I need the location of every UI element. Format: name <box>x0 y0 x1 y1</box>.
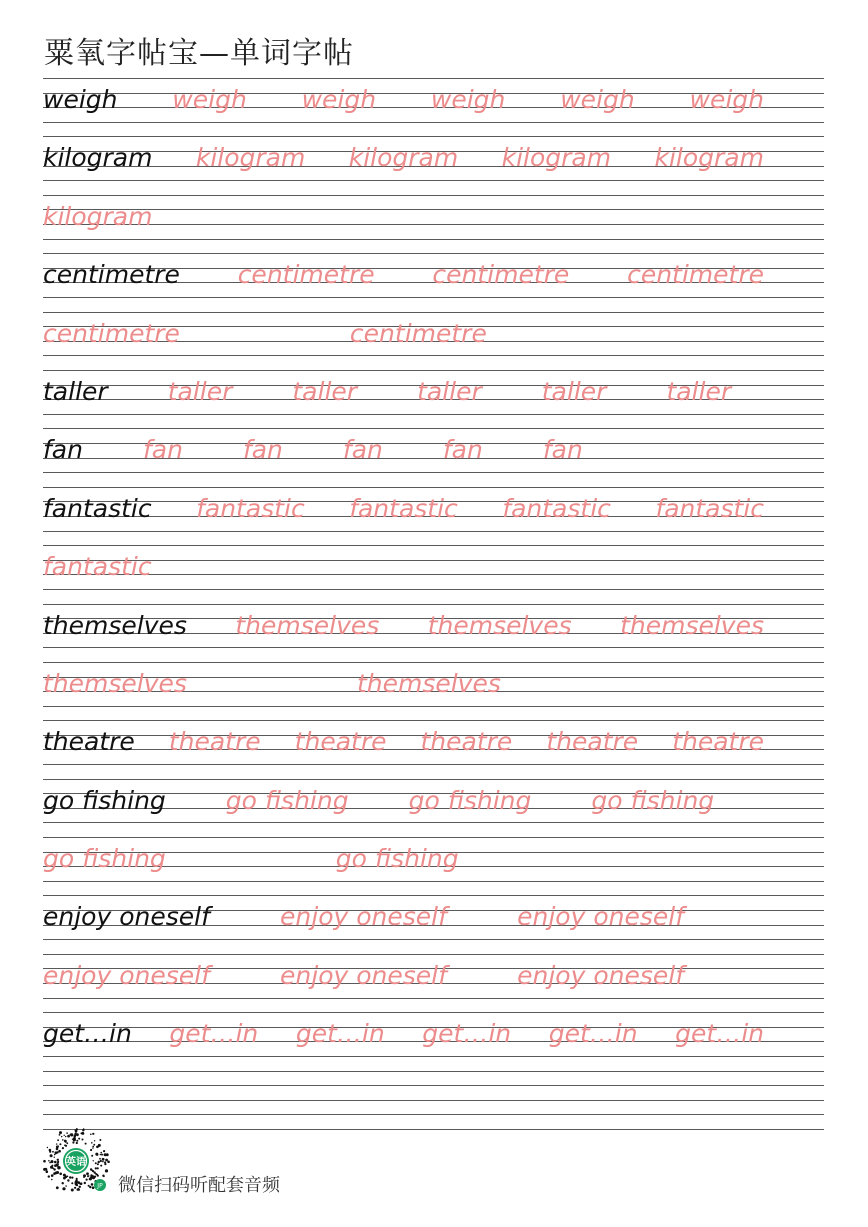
footer-audio-hint: 微信扫码听配套音频 <box>118 1175 280 1196</box>
trace-word: weigh <box>560 85 635 114</box>
practice-row <box>43 428 824 486</box>
practice-row <box>43 1071 824 1129</box>
trace-word: fan <box>242 435 283 465</box>
ruled-line <box>43 78 824 79</box>
word-line <box>43 841 824 881</box>
model-word: weigh <box>43 85 118 114</box>
trace-word: get…in <box>675 1019 764 1049</box>
ruled-line <box>43 895 824 896</box>
trace-word: fantastic <box>655 493 764 523</box>
ruled-line <box>43 253 824 254</box>
trace-word: go fishing <box>43 844 166 874</box>
practice-row <box>43 370 824 428</box>
trace-word: fan <box>142 435 183 465</box>
ruled-line <box>43 312 824 313</box>
trace-word: theatre <box>294 727 387 757</box>
trace-word: weigh <box>172 85 247 114</box>
ruled-line <box>43 428 824 429</box>
trace-word: weigh <box>301 85 377 114</box>
word-line <box>43 1075 824 1115</box>
trace-word: enjoy oneself <box>517 902 684 932</box>
trace-word: fantastic <box>502 493 611 523</box>
practice-row <box>43 662 824 720</box>
page-title: 粟氧字帖宝—单词字帖 <box>44 36 354 71</box>
trace-word: fantastic <box>349 493 458 523</box>
trace-word: fan <box>342 435 383 465</box>
word-line <box>43 1016 824 1056</box>
model-word: theatre <box>43 727 135 757</box>
ruled-line <box>43 604 824 605</box>
trace-word: taller <box>417 376 482 406</box>
practice-row <box>43 779 824 837</box>
trace-word: go fishing <box>408 785 532 815</box>
trace-word: enjoy oneself <box>280 902 447 932</box>
model-word: fan <box>43 435 83 465</box>
qr-small-label: JP <box>97 1182 103 1190</box>
trace-word: themselves <box>43 668 187 698</box>
trace-word: go fishing <box>335 844 459 874</box>
word-line <box>43 899 824 939</box>
practice-row <box>43 895 824 953</box>
trace-word: fantastic <box>196 493 305 523</box>
trace-word: kilogram <box>348 143 459 173</box>
practice-row <box>43 253 824 311</box>
trace-word: kilogram <box>501 143 612 173</box>
trace-word: themselves <box>356 668 501 698</box>
trace-word: fan <box>442 435 483 465</box>
practice-row <box>43 487 824 545</box>
trace-word: taller <box>666 376 732 406</box>
trace-word: enjoy oneself <box>517 960 684 990</box>
trace-word: get…in <box>295 1019 385 1049</box>
trace-word: get…in <box>169 1019 259 1049</box>
practice-row <box>43 195 824 253</box>
practice-row <box>43 545 824 603</box>
trace-word: taller <box>292 376 358 406</box>
trace-word: centimetre <box>432 260 570 290</box>
model-word: go fishing <box>43 785 166 815</box>
practice-row <box>43 136 824 194</box>
word-line <box>43 549 824 589</box>
ruled-line <box>43 779 824 780</box>
trace-word: theatre <box>672 727 764 757</box>
trace-word: weigh <box>430 85 506 114</box>
trace-word: themselves <box>235 610 380 640</box>
qr-badge-label: 英语 <box>66 1157 86 1168</box>
trace-word: go fishing <box>591 785 715 815</box>
trace-word: enjoy oneself <box>43 960 210 990</box>
trace-word: centimetre <box>237 260 375 290</box>
model-word: taller <box>43 376 108 406</box>
ruled-line <box>43 954 824 955</box>
practice-row <box>43 720 824 778</box>
trace-word: taller <box>167 376 233 406</box>
ruled-line <box>43 545 824 546</box>
ruled-line <box>43 1012 824 1013</box>
trace-word: kilogram <box>654 143 764 173</box>
ruled-line <box>43 195 824 196</box>
trace-word: kilogram <box>43 201 153 231</box>
model-word: themselves <box>43 610 187 640</box>
model-word: get…in <box>43 1019 132 1049</box>
trace-word: centimetre <box>43 318 180 348</box>
word-line <box>43 608 824 648</box>
writing-sheet <box>43 78 824 1129</box>
word-line <box>43 140 824 180</box>
ruled-line <box>43 370 824 371</box>
trace-word: kilogram <box>195 143 306 173</box>
trace-word: go fishing <box>225 785 349 815</box>
qr-code-icon[interactable] <box>42 1127 110 1195</box>
practice-row <box>43 604 824 662</box>
trace-word: theatre <box>420 727 513 757</box>
ruled-line <box>43 720 824 721</box>
trace-word: theatre <box>546 727 639 757</box>
ruled-line <box>43 1129 824 1130</box>
ruled-line <box>43 487 824 488</box>
ruled-line <box>43 662 824 663</box>
trace-word: themselves <box>427 610 572 640</box>
ruled-line <box>43 1071 824 1072</box>
word-line <box>43 724 824 764</box>
word-line <box>43 783 824 823</box>
trace-word: get…in <box>548 1019 638 1049</box>
word-line <box>43 316 824 356</box>
model-word: fantastic <box>43 493 152 523</box>
practice-row <box>43 954 824 1012</box>
trace-word: weigh <box>689 85 764 114</box>
trace-word: centimetre <box>627 260 764 290</box>
practice-row <box>43 312 824 370</box>
word-line <box>43 666 824 706</box>
practice-row <box>43 78 824 136</box>
trace-word: get…in <box>422 1019 512 1049</box>
model-word: kilogram <box>43 143 153 173</box>
word-line <box>43 257 824 297</box>
word-line <box>43 82 824 122</box>
trace-word: theatre <box>168 727 261 757</box>
trace-word: fan <box>542 435 583 465</box>
model-word: enjoy oneself <box>43 902 210 932</box>
trace-word: enjoy oneself <box>280 960 447 990</box>
trace-word: themselves <box>620 610 764 640</box>
trace-word: fantastic <box>43 552 152 582</box>
practice-row <box>43 837 824 895</box>
trace-word: taller <box>541 376 607 406</box>
word-line <box>43 491 824 531</box>
word-line <box>43 374 824 414</box>
word-line <box>43 432 824 472</box>
practice-row <box>43 1012 824 1070</box>
word-line <box>43 958 824 998</box>
word-line <box>43 199 824 239</box>
ruled-line <box>43 136 824 137</box>
trace-word: centimetre <box>349 318 487 348</box>
model-word: centimetre <box>43 260 180 290</box>
ruled-line <box>43 837 824 838</box>
